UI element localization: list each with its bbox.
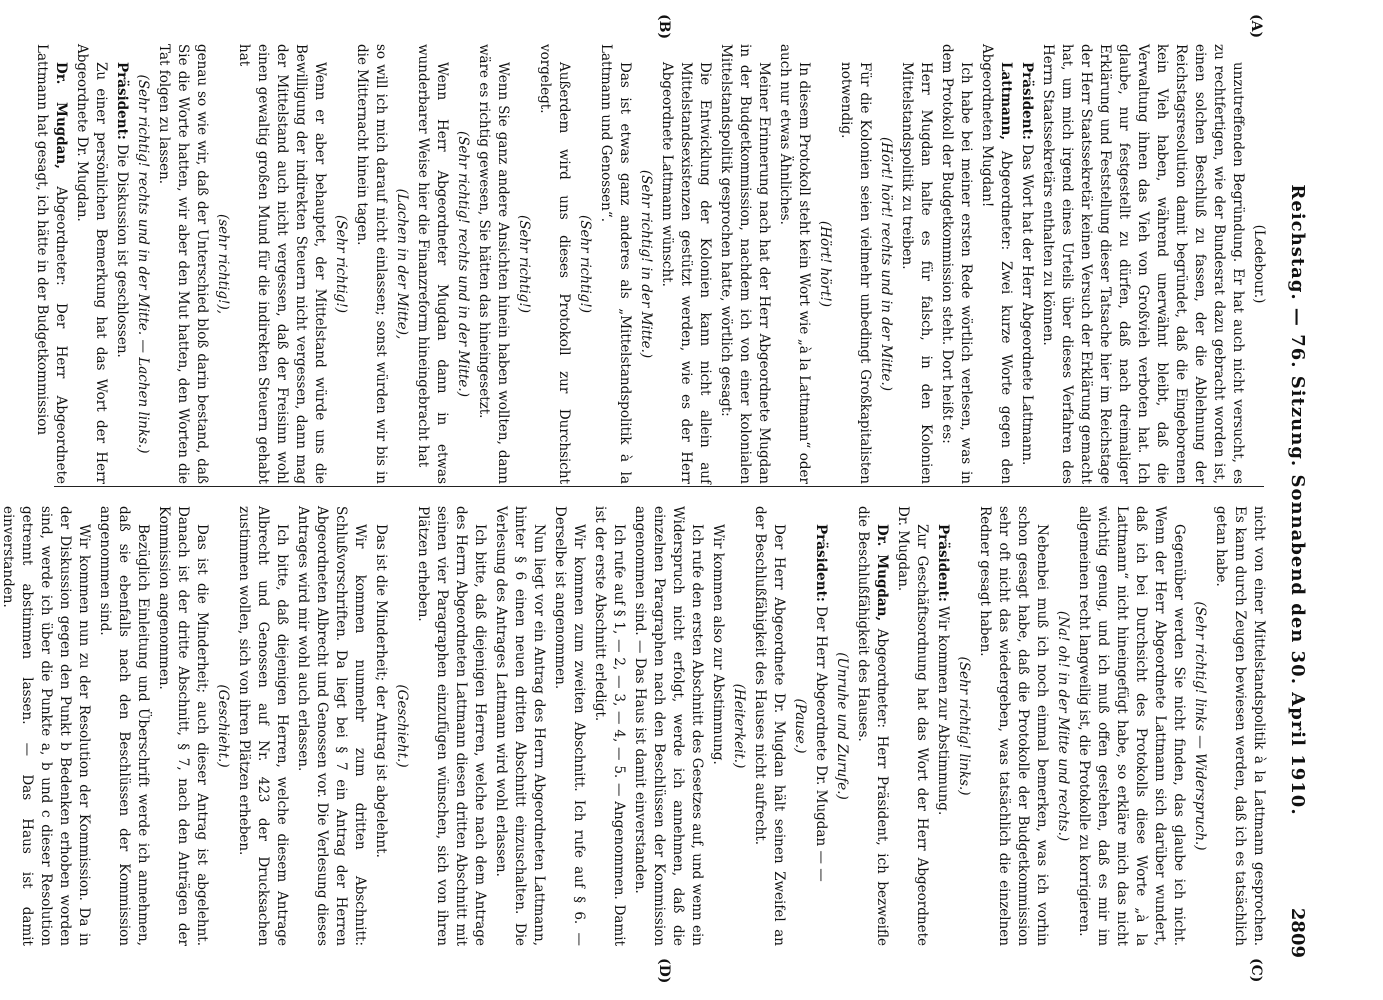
interjection: (Sehr richtig!) [577,214,593,314]
text-paragraph: nicht von einer Mittelstandspolitik à la Lattmann gesprochen. Es kann durch Zeugen bewiesen werden, daß ich es tatsächlich getan habe. [1213,506,1267,946]
text-paragraph: Wenn er aber behauptet, der Mittelstand würde uns die Bewilligung der indirekten Steuern nicht vergessen, dann mag der Mittelstand auch nicht vergessen, daß der Freisinn wohl einen gewaltig großen Mund für die indirekten Steuern gehabt hat [236,44,328,484]
speaker-name: Präsident: [935,524,951,602]
speech-paragraph [1017,44,1036,484]
text-paragraph: Ich bitte, daß diejenigen Herren, welche diesem Antrage Albrecht und Genossen auf Nr. 423 der Drucksachen zustimmen wollen, sich von ihren Plätzen erheben. [236,506,290,946]
text-paragraph: Wir kommen also zur Abstimmung. [710,524,726,765]
text-paragraph: Der Herr Abgeordnete Dr. Mugdan hält seinen Zweifel an der Beschlußfähigkeit des Hauses nicht aufrecht. [752,506,787,946]
quoted-passage: Die Entwicklung der Kolonien kann nicht allein auf Mittelstandsexistenzen gestützt werden, wie es der Herr Abgeordnete Lattmann wünscht. [659,62,713,484]
speaker-name: Lattmann, [998,62,1014,141]
margin-letter-b: (B) [656,14,672,40]
interjection: (Na! oh! in der Mitte und rechts.) [1055,610,1071,842]
left-column [8,44,1268,484]
interjection: (sehr richtig!), [215,213,231,315]
running-title: Reichstag. — 76. Sitzung. Sonnabend den 30. April 1910. [1287,184,1308,816]
speaker-continuation: (Ledebour.) [1251,224,1267,304]
text-paragraph: Ich rufe auf § 1, — 2, — 3, — 4, — 5. — Angenommen. Damit ist der erste Abschnitt erledigt. [592,506,627,946]
text-paragraph: Zur Geschäftsordnung hat das Wort der Herr Abgeordnete Dr. Mugdan. [895,506,930,946]
interjection: (Pause.) [792,698,808,754]
interjection: (Lachen in der Mitte), [394,188,410,340]
text-paragraph: Außerdem wird uns dieses Protokoll zur Durchsicht vorgelegt. [537,44,572,484]
text-paragraph: Wir kommen nunmehr zum dritten Abschnitt: Schlußvorschriften. Da liegt bei § 7 ein Antrag der Herren Abgeordneten Albrecht und Genossen vor. Die Verlesung dieses Antrages wird mir wohl auch erlassen. [295,506,368,946]
text-paragraph: Wenn Herr Abgeordneter Mugdan dann in etwas wunderbarer Weise hier die Finanzreform hineingebracht hat [415,44,450,484]
interjection: (Sehr richtig!) [333,214,349,314]
speaker-name: Präsident: [813,524,829,602]
text-paragraph: Meiner Erinnerung nach hat der Herr Abgeordnete Mugdan in der Budgetkommission, nachdem ich von einer kolonialen Mittelstandspolitik gesprochen hatte, wörtlich gesagt: [718,44,772,484]
speech-text: Abgeordneter: Herr Präsident, ich bezweifle die Beschlußfähigkeit des Hauses. [855,506,890,946]
interjection: (Sehr richtig! links.) [956,656,972,796]
text-paragraph: unzutreffenden Begründung. Er hat auch nicht versucht, es zu rechtfertigen, wie der Bundesrat dazu gebracht worden ist, einen solchen Beschluß zu fassen, der die Ablehnung der Reichstagsresolution damit begründet, daß die Eingeborenen kein Vieh haben, während unerwähnt bleibt, daß die Verwaltung ihnen das Vieh von Großvieh verboten hat. Ich glaube, nur festgestellt zu dürfen, daß nach dreimaliger Erklärung und Feststellung dieser Tatsache hier im Reichstage der Herr Staatssekretär keinen Versuch der Erklärung gemacht hat, um mich irgend eines Urteils über dieses Verfahren des Herrn Staatssekretärs enthalten zu können. [1040,44,1246,484]
text-paragraph: genau so wie wir, daß der Unterschied bloß darin bestand, daß Sie die Worte hatten, wir aber den Mut hatten, den Worten die Tat folgen zu lassen. [156,44,210,484]
text-paragraph: Ich habe bei meiner ersten Rede wörtlich verlesen, was in dem Protokoll der Budgetkommission steht. Dort heißt es: [939,44,974,484]
interjection: (Sehr richtig! rechts und in der Mitte. — Lachen links.) [135,74,151,454]
text-paragraph: Wenn Sie ganz andere Ansichten hinein haben wollten, dann wäre es richtig gewesen, Sie hätten das hineingesetzt. [476,44,511,484]
text-paragraph: Bezüglich Einleitung und Überschrift werde ich annehmen, daß sie ebenfalls nach den Beschlüssen der Kommission angenommen sind. [97,506,151,946]
text-paragraph: Wir kommen nun zu der Resolution der Kommission. Da in der Diskussion gegen den Punkt b Bedenken erhoben worden sind, werde ich über die Punkte a, b und c dieser Resolution getrennt abstimmen lassen. — Das Haus ist damit einverstanden. [0,506,92,946]
text-paragraph: In diesem Protokoll steht kein Wort wie „à la Lattmann“ oder auch nur etwas Ähnliches. [777,44,812,484]
interjection: (Geschieht.) [215,684,231,768]
column-divider [54,486,1264,487]
interjection: (Sehr richtig! links — Widerspruch.) [1192,601,1208,851]
margin-letter-c: (C) [1248,958,1264,983]
interjection: (Sehr richtig! rechts und in der Mitte.) [455,131,471,397]
text-paragraph: so will ich mich darauf nicht einlassen; sonst würden wir bis in die Mitternacht hinein tagen. [354,44,389,484]
text-paragraph: Gegenüber werden Sie nicht finden, das glaube ich nicht. Wenn der Herr Abgeordnete Lattmann sich darüber wundert, daß ich bei Durchsicht des Protokolls diese Worte „à la Lattmann“ nicht hineingefügt habe, so erkläre mich das nicht wichtig genug, und ich muß offen gestehen, daß es mir im allgemeinen recht langweilig ist, die Protokolle zu korrigieren. [1076,506,1187,946]
interjection: (Unruhe und Zurufe.) [834,652,850,800]
interjection: (Sehr richtig!) [516,214,532,314]
quoted-passage: Für die Kolonien seien vielmehr unbedingt Großkapitalisten notwendig. [838,62,873,484]
text-paragraph: Wir kommen zum zweiten Abschnitt. Ich rufe auf § 6. — Derselbe ist angenommen. [552,506,587,946]
right-column [0,506,1268,946]
text-paragraph: Ich rufe den ersten Abschnitt des Gesetzes auf, und wenn ein Widerspruch nicht erfolgt, werde ich annehmen, daß die einzelnen Paragraphen nach den Beschlüssen der Kommission angenommen sind. — Das Haus ist damit einverstanden. [632,506,705,946]
text-paragraph: Das ist etwas ganz anderes als „Mittelstandspolitik à la Lattmann und Genossen“. [598,44,633,484]
interjection: (Geschieht.) [394,684,410,768]
speech-paragraph [811,506,830,946]
text-paragraph: Das ist die Minderheit; der Antrag ist abgelehnt. [373,524,389,858]
margin-letter-d: (D) [656,958,672,984]
quoted-passage: Herr Mugdan halte es für falsch, in den Kolonien Mittelstandspolitik zu treiben. [899,62,934,484]
interjection: (Hört! hört!) [817,220,833,308]
speech-paragraph [853,506,891,946]
speech-paragraph [977,44,1015,484]
speaker-name: Dr. Mugdan, [874,524,890,622]
interjection: (Hört! hört! rechts und in der Mitte.) [878,136,894,392]
text-paragraph: Zu einer persönlichen Bemerkung hat das Wort der Herr Abgeordnete Dr. Mugdan. [74,44,109,484]
speech-paragraph [933,506,952,946]
speaker-name: Präsident: [114,62,130,140]
speech-text: Das Wort hat der Herr Abgeordnete Lattmann. [1019,144,1035,466]
speech-text: Der Herr Abgeordnete Dr. Mugdan — — [813,606,829,882]
margin-letter-a: (A) [1248,14,1264,39]
text-paragraph: Nebenbei muß ich noch einmal bemerken, was ich vorhin schon gesagt habe, daß die Protokolle der Budgetkommission sehr oft nicht das wiedergeben, was tatsächlich die einzelnen Redner gesagt haben. [977,506,1050,946]
text-paragraph: Ich bitte, daß diejenigen Herren, welche nach dem Antrage des Herrn Abgeordneten Lattmann diesen dritten Abschnitt mit seinen vier Paragraphen einzufügen wünschen, sich von ihren Plätzen erheben. [415,506,488,946]
text-paragraph: Das ist die Minderheit; auch dieser Antrag ist abgelehnt. Danach ist der dritte Abschnitt, § 7, nach den Anträgen der Kommission angenommen. [156,506,210,946]
page-header [1278,30,1312,970]
speaker-name: Präsident: [1019,62,1035,140]
speech-text: Die Diskussion ist geschlossen. [114,144,130,358]
interjection: (Sehr richtig! in der Mitte.) [638,169,654,359]
speech-text: Abgeordneter: Der Herr Abgeordnete Lattmann hat gesagt, ich hätte in der Budgetkommission [34,44,69,484]
speaker-name: Dr. Mugdan, [53,62,69,169]
speech-text: Wir kommen zur Abstimmung. [935,606,951,816]
speech-paragraph [112,44,131,484]
page-number: 2809 [1287,907,1308,958]
speech-paragraph [32,44,70,484]
interjection: (Heiterkeit.) [731,683,747,769]
text-paragraph: Nun liegt vor ein Antrag des Herrn Abgeordneten Lattmann, hinter § 6 einen neuen dritten Abschnitt einzuschalten. Die Verlesung des Antrages Lattmann wird wohl erlassen. [493,506,547,946]
speech-text: Abgeordneter: Zwei kurze Worte gegen den Abgeordneten Mugdan! [979,44,1014,484]
